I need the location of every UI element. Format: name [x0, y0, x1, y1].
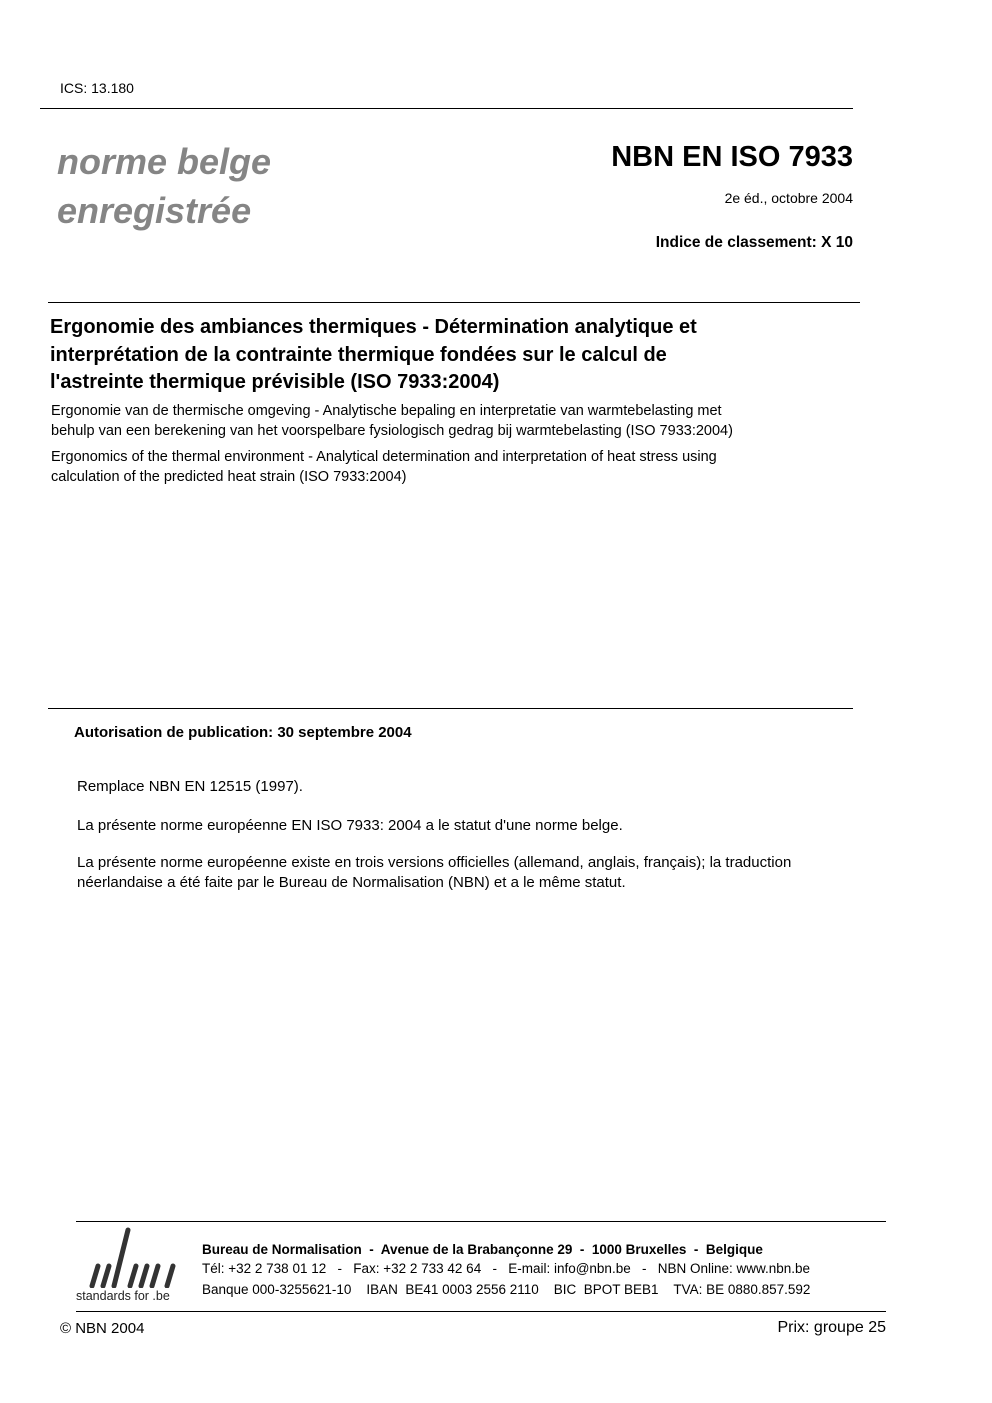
- classification: Indice de classement: X 10: [655, 234, 853, 251]
- english-title-line: Ergonomics of the thermal environment - Analytical determination and interpretation of heat stress using: [51, 449, 717, 465]
- divider: [40, 108, 853, 109]
- divider: [76, 1221, 886, 1222]
- bank-details: Banque 000-3255621-10 IBAN BE41 0003 2556 2110 BIC BPOT BEB1 TVA: BE 0880.857.592: [202, 1282, 811, 1297]
- copyright: © NBN 2004: [60, 1320, 145, 1337]
- english-title-line: calculation of the predicted heat strain (ISO 7933:2004): [51, 469, 407, 485]
- contact: Tél: +32 2 738 01 12 - Fax: +32 2 733 42 64 - E-mail: info@nbn.be - NBN Online: www.nbn.be: [202, 1261, 811, 1276]
- divider: [48, 708, 853, 709]
- standard-number: NBN EN ISO 7933: [611, 141, 853, 173]
- french-title-line: interprétation de la contrainte thermique fondées sur le calcul de: [50, 344, 667, 366]
- divider: [48, 302, 860, 303]
- address: Bureau de Normalisation - Avenue de la Brabançonne 29 - 1000 Bruxelles - Belgique: [202, 1242, 763, 1257]
- nbn-logo: [76, 1226, 186, 1306]
- logo-tagline: standards for .be: [76, 1289, 170, 1303]
- norme-belge-label: norme belge: [57, 141, 272, 182]
- replaces: Remplace NBN EN 12515 (1997).: [77, 778, 303, 795]
- french-title-line: l'astreinte thermique prévisible (ISO 7933:2004): [50, 371, 500, 393]
- authorisation: Autorisation de publication: 30 septembre 2004: [74, 724, 412, 741]
- versions-line: néerlandaise a été faite par le Bureau de Normalisation (NBN) et a le même statut.: [77, 874, 626, 891]
- dutch-title-line: behulp van een berekening van het voorspelbare fysiologisch gedrag bij warmtebelasting (ISO 7933:2004): [51, 423, 733, 439]
- edition: 2e éd., octobre 2004: [724, 190, 853, 206]
- nbn-logo-icon: [76, 1226, 186, 1288]
- dutch-title-line: Ergonomie van de thermische omgeving - Analytische bepaling en interpretatie van warmtebelasting met: [51, 403, 722, 419]
- price-group: Prix: groupe 25: [777, 1319, 886, 1336]
- versions-line: La présente norme européenne existe en trois versions officielles (allemand, anglais, français); la traduction: [77, 854, 792, 871]
- divider: [76, 1311, 886, 1312]
- french-title-line: Ergonomie des ambiances thermiques - Détermination analytique et: [50, 316, 697, 338]
- status: La présente norme européenne EN ISO 7933: 2004 a le statut d'une norme belge.: [77, 817, 623, 834]
- enregistree-label: enregistrée: [57, 190, 252, 231]
- ics-code: ICS: 13.180: [60, 80, 134, 96]
